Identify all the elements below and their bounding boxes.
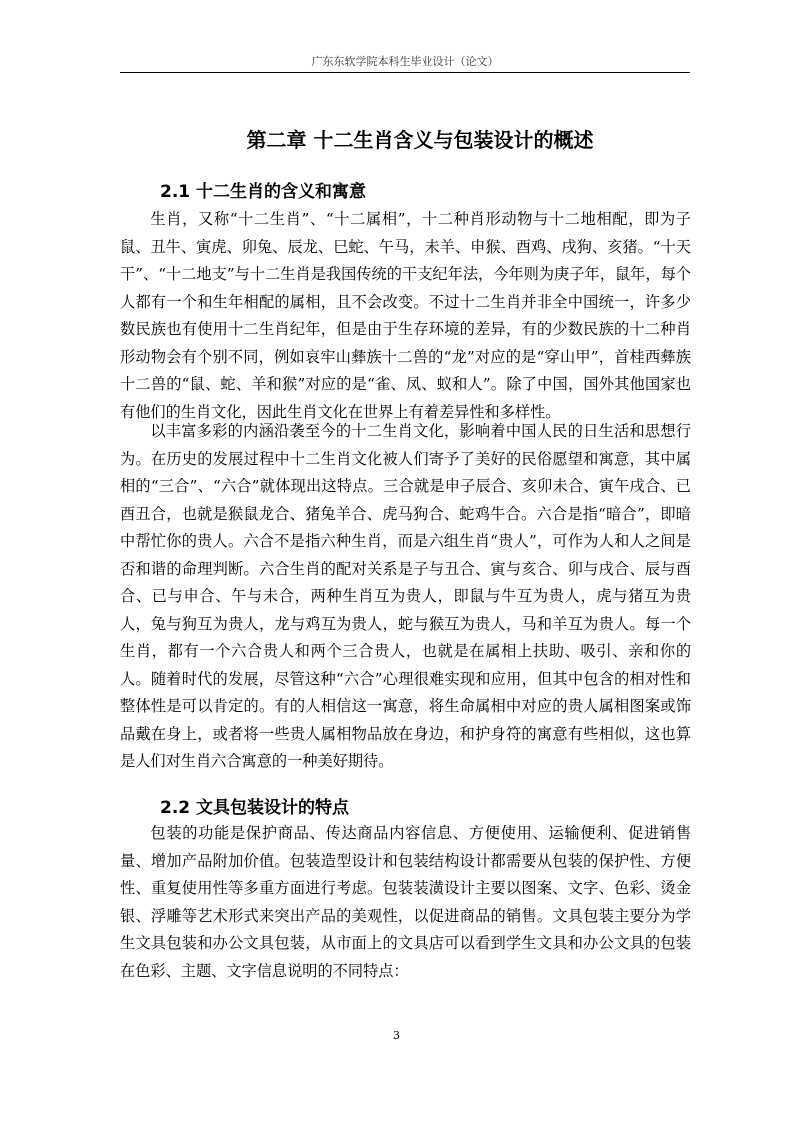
running-header: 广东东软学院本科生毕业设计（论文） — [311, 55, 499, 68]
section-heading-2-2: 2.2 文具包装设计的特点 — [160, 798, 350, 818]
paragraph-zodiac-definition: 生肖，又称“十二生肖”、“十二属相”，十二种肖形动物与十二地相配，即为子鼠、丑牛、寅虎、卯兔、辰龙、巳蛇、午马，未羊、申猴、酉鸡、戌狗、亥猪。“十天干”、“十二地支”与十二生肖是我国传统的干支纪年法，今年则为庚子年，鼠年，每个人都有一个和生年相配的属相，且不会改变。不过十二生肖并非全中国统一，许多少数民族也有使用十二生肖纪年，但是由于生存环境的差异，有的少数民族的十二种肖形动物会有个别不同，例如哀牢山彝族十二兽的“龙”对应的是“穿山甲”，首桂西彝族十二兽的“鼠、蛇、羊和猴”对应的是“雀、凤、蚁和人”。除了中国，国外其他国家也有他们的生肖文化，因此生肖文化在世界上有着差异性和多样性。 — [120, 210, 691, 421]
paragraph-packaging-features: 包装的功能是保护商品、传达商品内容信息、方便使用、运输便利、促进销售量、增加产品附加价值。包装造型设计和包装结构设计都需要从包装的保护性、方便性、重复使用性等多重方面进行考虑。包装装潢设计主要以图案、文字、色彩、烫金银、浮雕等艺术形式来突出产品的美观性，以促进商品的销售。文具包装主要分为学生文具包装和办公文具包装，从市面上的文具店可以看到学生文具和办公文具的包装在色彩、主题、文字信息说明的不同特点： — [120, 824, 691, 980]
paragraph-zodiac-meaning: 以丰富多彩的内涵沿袭至今的十二生肖文化，影响着中国人民的日生活和思想行为。在历史的发展过程中十二生肖文化被人们寄予了美好的民俗愿望和寓意，其中属相的“三合”、“六合”就体现出这特点。三合就是申子辰合、亥卯未合、寅午戌合、已酉丑合，也就是猴鼠龙合、猪兔羊合、虎马狗合、蛇鸡牛合。六合是指“暗合”，即暗中帮忙你的贵人。六合不是指六种生肖，而是六组生肖“贵人”，可作为人和人之间是否和谐的命理判断。六合生肖的配对关系是子与丑合、寅与亥合、卯与戌合、辰与酉合、已与申合、午与未合，两种生肖互为贵人，即鼠与牛互为贵人，虎与猪互为贵人，兔与狗互为贵人，龙与鸡互为贵人，蛇与猴互为贵人，马和羊互为贵人。每一个生肖，都有一个六合贵人和两个三合贵人，也就是在属相上扶助、吸引、亲和你的人。随着时代的发展，尽管这种“六合”心理很难实现和应用，但其中包含的相对性和整体性是可以肯定的。有的人相信这一寓意，将生命属相中对应的贵人属相图案或饰品戴在身上，或者将一些贵人属相物品放在身边，和护身符的寓意有些相似，这也算是人们对生肖六合寓意的一种美好期待。 — [120, 422, 691, 770]
chapter-title: 第二章 十二生肖含义与包装设计的概述 — [246, 128, 594, 152]
page-number: 3 — [393, 1029, 400, 1042]
section-heading-2-1: 2.1 十二生肖的含义和寓意 — [160, 182, 367, 202]
header-rule — [120, 72, 690, 73]
